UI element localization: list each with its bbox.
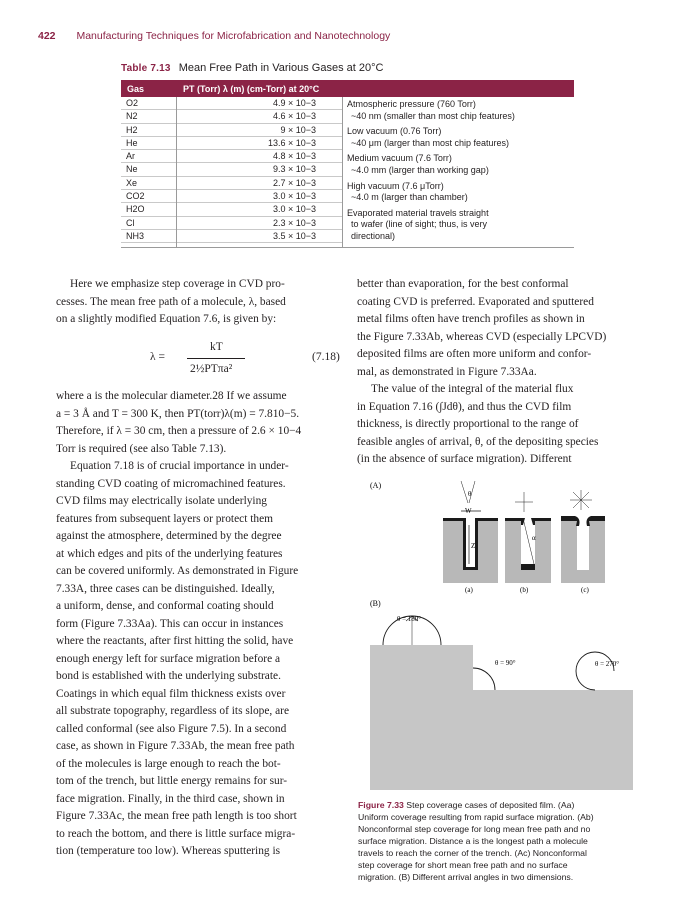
angle-90-label: θ = 90° — [495, 659, 516, 667]
gas-cell: O2 — [121, 97, 176, 110]
paragraph-line: CVD films may electrically isolate underlying — [56, 495, 267, 507]
arc-270 — [576, 652, 614, 690]
paragraph-line: against the atmosphere, determined by the degree — [56, 530, 282, 542]
paragraph-line: features from subsequent layers or protect them — [56, 512, 273, 525]
paragraph-line: the Figure 7.33Ab, whereas CVD (especially LPCVD) — [357, 330, 607, 343]
trench-b — [505, 492, 551, 583]
paragraph-line: Torr is required (see also Table 7.13). — [56, 442, 227, 455]
paragraph-line: where the reactants, after first hitting the solid, have — [56, 635, 294, 647]
equation-numerator: kT — [210, 341, 223, 353]
caption-line: step coverage for short mean free path and no surface — [358, 860, 568, 870]
caption-line: surface migration. Distance a is the longest path a molecule — [358, 836, 588, 846]
table-title: Mean Free Path in Various Gases at 20°C — [178, 62, 384, 74]
table-header-gas: Gas — [127, 83, 145, 94]
equation-denominator: 2½PTπa² — [190, 363, 233, 375]
paragraph-line: Therefore, if λ = 30 cm, then a pressure of 2.6 × 10−4 — [56, 425, 302, 437]
sub-b-label: (b) — [520, 586, 529, 594]
running-title: Manufacturing Techniques for Microfabrication and Nanotechnology — [76, 30, 391, 42]
paragraph-line: metal films often have trench profiles as shown in — [357, 313, 585, 325]
table-caption — [121, 62, 383, 74]
caption-line: Step coverage cases of deposited film. (Aa) — [406, 800, 575, 810]
z-label: Z — [471, 542, 476, 550]
paragraph-line: bond is established with the underlying substrate. — [56, 670, 281, 682]
gas-cell: Xe — [121, 177, 176, 190]
mfp-cell: 13.6 × 10−3 — [177, 137, 342, 150]
paragraph-line: The value of the integral of the material flux — [371, 383, 574, 395]
panel-a-label: (A) — [370, 481, 382, 490]
figure-label: Figure 7.33 — [358, 800, 404, 810]
page-number: 422 — [38, 30, 56, 42]
paragraph-line: of the molecules is large enough to reach the bot- — [56, 757, 281, 770]
right-column-text — [357, 276, 641, 469]
paragraph-line: thickness, is directly proportional to the range of — [357, 418, 579, 430]
mfp-cell: 3.5 × 10−3 — [177, 230, 342, 243]
alpha-label: α — [532, 534, 536, 542]
caption-line: Uniform coverage resulting from rapid surface migration. (Ab) — [358, 812, 594, 822]
mfp-cell: 9.3 × 10−3 — [177, 163, 342, 176]
mfp-cell: 9 × 10−3 — [177, 124, 342, 137]
paragraph-line: better than evaporation, for the best conformal — [357, 278, 569, 290]
paragraph-line: on a slightly modified Equation 7.6, is given by: — [56, 313, 277, 325]
mfp-cell: 2.3 × 10−3 — [177, 217, 342, 230]
paragraph-line: case, as shown in Figure 7.33Ab, the mean free path — [56, 740, 295, 752]
gas-cell: He — [121, 137, 176, 150]
mfp-cell: 4.6 × 10−3 — [177, 110, 342, 123]
table-header-mfp: PT (Torr) λ (m) (cm-Torr) at 20°C — [183, 83, 320, 94]
paragraph-line: Equation 7.18 is of crucial importance in under- — [70, 460, 289, 472]
paragraph-line: Here we emphasize step coverage in CVD pro- — [70, 278, 285, 290]
gas-cell: CO2 — [121, 190, 176, 203]
paragraph-line: 7.33A, three cases can be distinguished. Ideally, — [56, 582, 275, 595]
table-label: Table 7.13 — [121, 63, 171, 74]
paragraph-line: can be covered uniformly. As demonstrated in Figure — [56, 565, 299, 577]
gas-cell: Ne — [121, 163, 176, 176]
paragraph-line: called conformal (see also Figure 7.5). In a second — [56, 722, 287, 735]
gas-cell: H2O — [121, 203, 176, 216]
paragraph-line: in Equation 7.16 (∫Jdθ), and thus the CVD film — [357, 400, 572, 413]
paragraph-line: a = 3 Å and T = 300 K, then PT(torr)λ(m) = 7.810−5. — [56, 407, 300, 420]
angle-180-label: θ = 180° — [397, 615, 422, 623]
equation-7-18 — [150, 343, 350, 381]
arc-90 — [473, 668, 495, 690]
running-header — [38, 30, 390, 42]
gas-cell: H2 — [121, 124, 176, 137]
paragraph-line: where a is the molecular diameter.28 If we assume — [56, 390, 287, 402]
paragraph-line: to reach the bottom, and there is little surface migra- — [56, 827, 296, 840]
paragraph-line: face migration. Finally, in the third case, shown in — [56, 792, 285, 805]
paragraph-line: enough energy left for surface migration before a — [56, 652, 281, 665]
paragraph-line: Figure 7.33Ac, the mean free path length is too short — [56, 810, 297, 822]
panel-b-label: (B) — [370, 599, 381, 608]
mfp-cell: 4.8 × 10−3 — [177, 150, 342, 163]
paragraph-line: tom of the trench, but little energy remains for sur- — [56, 775, 288, 787]
description-column — [343, 97, 574, 247]
pressure-description: Low vacuum (0.76 Torr) ~40 μm (larger than most chip features) — [347, 126, 510, 148]
caption-line: migration. (B) Different arrival angles in two dimensions. — [358, 872, 574, 882]
paragraph-line: (in the absence of surface migration). Different — [357, 453, 572, 465]
step-coverage-figure — [365, 478, 640, 796]
trench-c — [561, 490, 605, 583]
equation-lhs: λ = — [150, 351, 165, 363]
pressure-description: High vacuum (7.6 μTorr) ~4.0 m (larger than chamber) — [347, 180, 468, 203]
theta-label: θ — [468, 490, 472, 498]
paragraph-line: cesses. The mean free path of a molecule, λ, based — [56, 295, 286, 308]
left-column-middle — [56, 388, 342, 861]
mfp-column — [177, 97, 343, 247]
w-label: W — [465, 507, 472, 515]
paragraph-line: mal, as demonstrated in Figure 7.33Aa. — [357, 365, 537, 378]
mean-free-path-table — [121, 80, 574, 248]
fraction-bar — [187, 358, 245, 359]
gas-cell: Cl — [121, 217, 176, 230]
gas-cell: Ar — [121, 150, 176, 163]
pressure-description: Evaporated material travels straight to wafer (line of sight; thus, is very directional) — [347, 207, 489, 241]
pressure-description: Atmospheric pressure (760 Torr) ~40 nm (smaller than most chip features) — [347, 99, 515, 121]
paragraph-line: deposited films are often more uniform and confor- — [357, 348, 592, 360]
gas-cell: N2 — [121, 110, 176, 123]
gas-cell: NH3 — [121, 230, 176, 243]
trench-a — [443, 481, 498, 583]
mfp-cell: 3.0 × 10−3 — [177, 203, 342, 216]
paragraph-line: feasible angles of arrival, θ, of the depositing species — [357, 435, 599, 448]
paragraph-line: at which edges and pits of the underlying features — [56, 547, 283, 560]
equation-number: (7.18) — [312, 351, 340, 363]
table-body — [121, 97, 574, 248]
table-header-row — [121, 80, 574, 97]
pressure-description: Medium vacuum (7.6 Torr) ~4.0 mm (larger than working gap) — [347, 153, 489, 175]
sub-a-label: (a) — [465, 586, 473, 594]
figure-caption — [358, 799, 658, 883]
caption-line: travels to reach the corner of the trench. (Ac) Nonconformal — [358, 848, 587, 858]
paragraph-line: coating CVD is preferred. Evaporated and sputtered — [357, 295, 594, 308]
paragraph-line: a uniform, dense, and conformal coating should — [56, 600, 274, 612]
angle-270-label: θ = 270° — [595, 660, 620, 668]
paragraph-line: tion (temperature too low). Whereas sputtering is — [56, 845, 281, 857]
mfp-cell: 4.9 × 10−3 — [177, 97, 342, 110]
paragraph-line: form (Figure 7.33Aa). This can occur in instances — [56, 617, 284, 630]
mfp-cell: 2.7 × 10−3 — [177, 177, 342, 190]
paragraph-line: Coatings in which equal film thickness exists over — [56, 687, 286, 700]
paragraph-line: standing CVD coating of micromachined features. — [56, 477, 286, 490]
paragraph-line: all substrate topography, regardless of its slope, are — [56, 705, 290, 717]
gas-column — [121, 97, 177, 247]
mfp-cell: 3.0 × 10−3 — [177, 190, 342, 203]
sub-c-label: (c) — [581, 586, 589, 594]
left-column-top — [56, 276, 342, 329]
caption-line: Nonconformal step coverage for long mean free path and no — [358, 824, 591, 834]
